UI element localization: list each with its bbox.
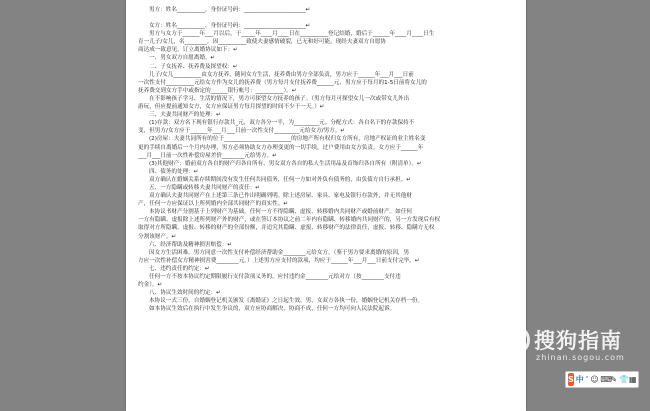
document-line: 取得对方所隐瞒、虚报、转移的财产的全部份额，并追究其隐瞒、虚报、转移财产的法律责任，虚报、转移、隐瞒方无权 [138, 225, 435, 232]
ime-punctuation-icon[interactable]: ʼ [585, 375, 589, 384]
watermark [500, 323, 650, 365]
sogou-logo-icon [500, 325, 530, 355]
document-line: 男方：姓名__________，身份证号码：______________________↵ [149, 7, 311, 13]
ime-emoji-icon[interactable]: ☺ [590, 375, 599, 384]
document-line: 女方：姓名__________，身份证号码：______________________↵ [149, 23, 311, 30]
ime-skin-icon[interactable]: 👕 [619, 375, 629, 384]
document-line: 一次性支付__________元给女方作为女儿的抚养费（男方每月支付抚养费______元，男方应于每月的1-5日前将女儿的 [138, 79, 427, 86]
document-line: 抚养费交到女方手中或指定的______银行帐号：__________）。↵ [138, 87, 297, 94]
document-line: 双方确认在婚姻关系存续期间没有发生任何共同债务，任何一方如对外负有债务的，由负债方自行承担。↵ [149, 176, 412, 183]
document-line: 产，任何一方应保证以上所列婚内全部共同财产的真实性。↵ [138, 201, 289, 208]
document-line: 商达成一致意见，订立离婚协议如下：↵ [138, 47, 238, 54]
watermark-brand: 搜狗指南 [534, 329, 622, 353]
document-line: 六、经济帮助及精神损害赔偿：↵ [149, 241, 232, 248]
document-line: 约金）。↵ [138, 282, 163, 289]
document-line: 四、债务的处理：↵ [149, 168, 199, 175]
document-line: 八、协议生效时间的约定：↵ [149, 290, 221, 297]
document-line: 男方与女方于______年___月以后，于_____年____月____日在__________登记结婚，婚后于______年____月____日生 [149, 31, 435, 38]
document-line: 方应一次性补偿女方精神损害费________元。）上述男方应支付的款项，均应于______年___月___日前支付完毕。↵ [138, 257, 420, 264]
document-line: 在不影响孩子学习、生活的情况下，男方可探望女方抚养的孩子。（男方每月可探望女儿一次或带女儿外出 [149, 95, 410, 102]
ime-keyboard-icon[interactable]: ⌨ [600, 375, 612, 384]
ime-toolbar[interactable] [565, 371, 639, 388]
document-body [138, 6, 518, 313]
document-page [126, 0, 526, 411]
document-line: 因女方生活困难，男方同意一次性支付补偿经济帮助金________元给女方。（鉴于男方要求离婚的原因，男 [149, 249, 410, 256]
document-line: (3)其他财产：婚前双方各自的财产归各自所有，男女双方各自的私人生活用品及首饰归各自所有（附清单）。↵ [149, 160, 422, 167]
sogou-ime-logo-icon[interactable]: S [568, 375, 574, 384]
document-line: 五、一方隐瞒或转移夫妻共同财产的责任：↵ [149, 184, 260, 191]
document-line: 本协议书财产分割基于上列财产为基础。任何一方不得隐瞒、虚报、转移婚内共同财产或婚前财产。如任何 [149, 209, 412, 216]
document-line: 变，但男方/女方应于______年___月___日前一次性支付_________元给女方/男方。↵ [138, 128, 346, 135]
document-line: 分割该财产。↵ [138, 233, 177, 240]
document-line: 任何一方不按本协议约定期限履行支付款项义务的，应付违约金________元给对方（按________支付违 [149, 274, 401, 280]
document-line: 更的手续自离婚后一个月内办理，男方必须协助女方办理变更的一切手续，过户费用由女方负责。女方应于______年 [138, 144, 424, 151]
document-line: 双方确认夫妻共同财产在上述第三条已作出明确列明。除上述房屋、家具、家电及银行存款外，并无其他财 [149, 193, 412, 200]
document-line: 儿子/女儿__________由女方抚养，随同女方生活，抚养费由男方全部负责，男方应于______年___月___日前 [149, 71, 414, 78]
document-line: 一、男女双方自愿离婚。↵ [149, 55, 216, 62]
document-line: 七、违约责任的约定：↵ [149, 265, 210, 272]
ime-handwrite-icon[interactable]: ✎ [610, 375, 618, 384]
document-line: 二、子女抚养、抚养费及探望权：↵ [149, 63, 238, 70]
document-line: 育一儿子/女儿，名________。因__________致使夫妻感情破裂，已无和好可能，现经夫妻双方自愿协 [138, 39, 387, 46]
document-line: 一方有隐瞒、虚报除上述所列财产外的财产，或在签订本协议之前二年内有隐瞒、转移婚内共同财产的，另一方发现后有权 [138, 217, 441, 224]
ime-toolbox-icon[interactable]: ▦ [629, 375, 637, 384]
document-line: 游玩，但应提前通知女方，女方应保证男方每月探望的时间不少于一天。）↵ [138, 104, 325, 111]
document-line: 三、夫妻共同财产的处理：↵ [149, 112, 221, 119]
watermark-url: zhinan.sogou.com [536, 353, 625, 362]
document-line: 如本协议生效后在执行中发生争议的，双方应协商解决，协商不成，任何一方均可向人民法院起诉。 [149, 306, 396, 313]
document-line: (2)房屋：夫妻共同所有的位于________________________的房地产所有权归女方所有，房地产权证的业主姓名变 [149, 136, 426, 143]
ime-mode-toggle[interactable]: 中 [575, 375, 584, 384]
document-line: ___月___日前一次性补偿房屋差价________元给男方。↵ [138, 152, 277, 159]
document-line: 本协议一式三份，自婚姻登记机关颁发《离婚证》之日起生效，男、女双方各执一份，婚姻登记机关存档一份。 [149, 298, 424, 305]
blank-line [138, 14, 518, 22]
document-line: (1)存款：双方名下现有银行存款共_元，双方各分一半，为_________元。分配方式：各自名下的存款保持不 [149, 120, 415, 127]
